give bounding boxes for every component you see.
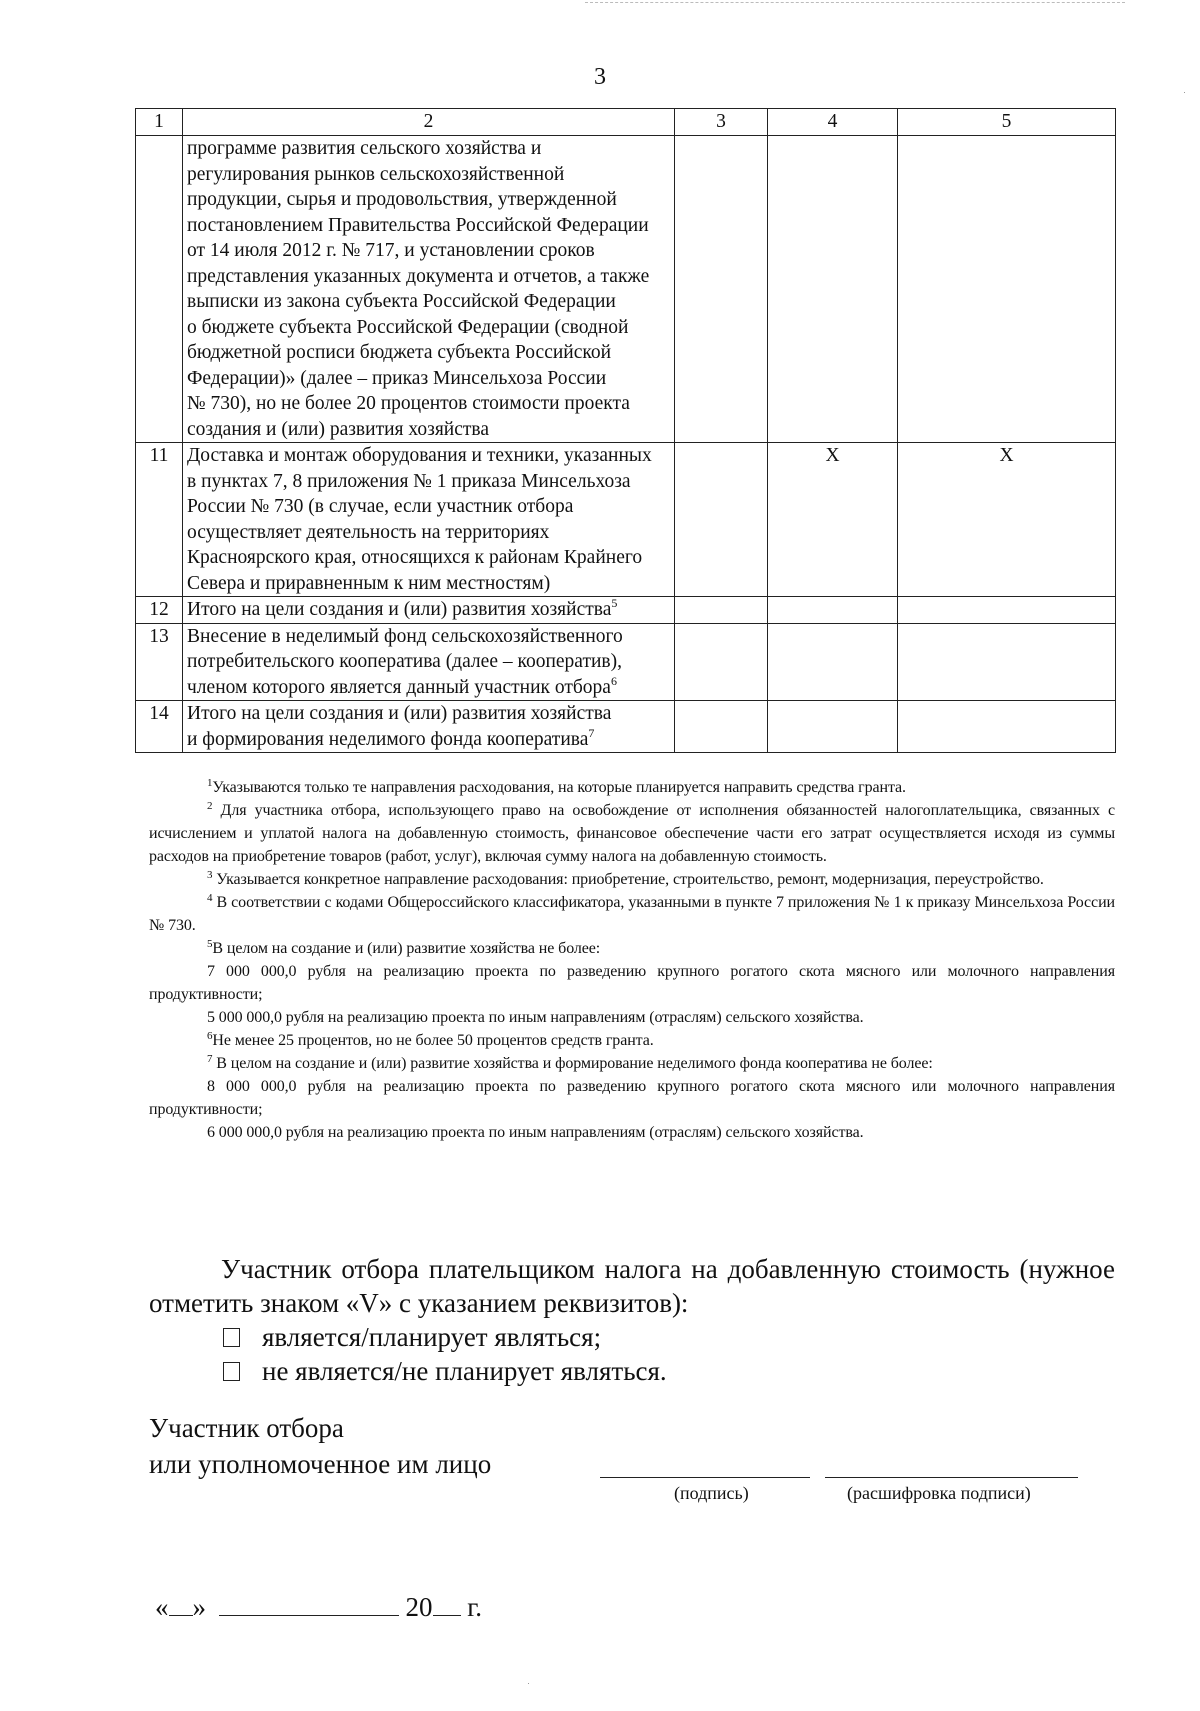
value-cell-col5[interactable]	[898, 136, 1116, 443]
expense-direction-line	[187, 315, 672, 341]
expense-direction-line	[187, 545, 672, 571]
value-cell-col5[interactable]	[898, 701, 1116, 753]
signature-block	[149, 1410, 1115, 1482]
expense-direction-cell	[183, 701, 675, 753]
signature-decode-caption: (расшифровка подписи)	[847, 1483, 1031, 1503]
value-cell-col5[interactable]: Х	[898, 443, 1116, 597]
footnote-text: 5 000 000,0 рубля на реализацию проекта по иным направлениям (отраслям) сельского хозяйства.	[207, 1009, 864, 1026]
header-col-1: 1	[136, 109, 183, 136]
expense-direction-text: Итого на цели создания и (или) развития хозяйства	[187, 599, 612, 620]
expense-direction-line	[187, 469, 672, 495]
footnote-text: Указывается конкретное направление расходования: приобретение, строительство, ремонт, модернизация, переустройство.	[212, 871, 1044, 888]
vat-option-is-payer[interactable]	[223, 1320, 1115, 1354]
footnote	[149, 868, 1115, 891]
vat-option-not-payer-label: не является/не планирует являться.	[262, 1356, 667, 1386]
expense-direction-text: Федерации)» (далее – приказ Минсельхоза России	[187, 367, 607, 389]
table-row	[136, 443, 1116, 597]
expense-direction-text: осуществляет деятельность на территориях	[187, 521, 550, 543]
row-number-cell	[136, 136, 183, 443]
expense-direction-line	[187, 727, 672, 753]
footnote-text: 8 000 000,0 рубля на реализацию проекта по разведению крупного рогатого скота мясного или молочного направления продуктивности;	[149, 1078, 1115, 1118]
footnote-text: В соответствии с кодами Общероссийского классификатора, указанными в пункте 7 приложения № 1 к приказу Минсельхоза России № 730.	[149, 894, 1115, 934]
expense-direction-line	[187, 136, 672, 162]
footnote	[149, 937, 1115, 960]
expense-direction-text: Севера и приравненным к ним местностям)	[187, 572, 551, 594]
expense-direction-text: № 730), но не более 20 процентов стоимости проекта	[187, 393, 630, 414]
date-month-field[interactable]	[219, 1591, 399, 1616]
value-cell-col3[interactable]	[675, 443, 768, 597]
expense-direction-line	[187, 571, 672, 597]
value-cell-col3[interactable]	[675, 597, 768, 624]
date-year-field[interactable]	[433, 1591, 461, 1616]
footnote-marker: 3	[207, 869, 213, 881]
value-cell-col4[interactable]: Х	[768, 443, 898, 597]
expense-direction-line	[187, 597, 672, 623]
header-col-4: 4	[768, 109, 898, 136]
footnote-reference: 5	[611, 596, 618, 610]
value-cell-col3[interactable]	[675, 136, 768, 443]
top-edge-rule	[585, 2, 1125, 3]
expense-direction-text: в пунктах 7, 8 приложения № 1 приказа Минсельхоза	[187, 470, 631, 492]
expense-direction-text: Доставка и монтаж оборудования и техники, указанных	[187, 445, 652, 466]
footnote-text: Не менее 25 процентов, но не более 50 процентов средств гранта.	[212, 1032, 654, 1049]
expense-direction-line	[187, 675, 672, 701]
signature-caption: (подпись)	[674, 1483, 749, 1503]
header-col-5: 5	[898, 109, 1116, 136]
row-number-cell: 14	[136, 701, 183, 753]
table-body	[136, 136, 1116, 753]
expense-direction-text: продукции, сырья и продовольствия, утвержденной	[187, 189, 617, 210]
vat-status-block	[149, 1252, 1115, 1388]
expense-direction-line	[187, 366, 672, 392]
date-open-quote: «	[155, 1592, 169, 1622]
table-row	[136, 597, 1116, 624]
value-cell-col3[interactable]	[675, 623, 768, 701]
footnote-marker: 2	[207, 800, 213, 812]
date-year-suffix: г.	[460, 1592, 483, 1622]
vat-option-is-payer-label: является/планирует являться;	[262, 1322, 602, 1352]
page-number: 3	[594, 64, 606, 90]
value-cell-col5[interactable]	[898, 623, 1116, 701]
expense-direction-line	[187, 187, 672, 213]
expense-direction-text: создания и (или) развития хозяйства	[187, 418, 490, 440]
expense-direction-text: России № 730 (в случае, если участник отбора	[187, 496, 574, 517]
table-header-row	[136, 109, 1116, 136]
expense-direction-cell	[183, 597, 675, 624]
expense-direction-text: представления указанных документа и отчетов, а также	[187, 265, 650, 287]
value-cell-col4[interactable]	[768, 136, 898, 443]
footnote	[149, 1075, 1115, 1121]
date-day-field[interactable]	[169, 1591, 193, 1616]
expense-direction-text: постановлением Правительства Российской Федерации	[187, 214, 649, 236]
expense-direction-line	[187, 162, 672, 188]
checkbox-is-payer[interactable]	[223, 1328, 240, 1347]
expense-direction-cell	[183, 136, 675, 443]
expense-direction-text: и формирования неделимого фонда кооператива	[187, 728, 589, 750]
footnote-marker: 1	[207, 777, 213, 789]
header-col-2: 2	[183, 109, 675, 136]
footnote-text: Указываются только те направления расходования, на которые планируется направить средства гранта.	[212, 779, 906, 796]
expense-direction-line	[187, 520, 672, 546]
expense-direction-line	[187, 289, 672, 315]
expense-direction-line	[187, 340, 672, 366]
expense-direction-text: программе развития сельского хозяйства и	[187, 138, 542, 159]
footnote-reference: 7	[588, 725, 595, 740]
footnote	[149, 1121, 1115, 1144]
table-row	[136, 136, 1116, 443]
expense-direction-text: выписки из закона субъекта Российской Федерации	[187, 291, 616, 312]
expense-direction-line	[187, 417, 672, 443]
expense-direction-line	[187, 391, 672, 417]
checkbox-not-payer[interactable]	[223, 1362, 240, 1381]
footnote	[149, 799, 1115, 868]
signature-field[interactable]	[600, 1477, 810, 1478]
expense-direction-text: от 14 июля 2012 г. № 717, и установлении сроков	[187, 240, 595, 261]
cost-table	[135, 108, 1116, 753]
expense-direction-text: о бюджете субъекта Российской Федерации (сводной	[187, 316, 629, 338]
footnote-marker: 4	[207, 892, 213, 904]
value-cell-col5[interactable]	[898, 597, 1116, 624]
expense-direction-line	[187, 624, 672, 650]
footnotes	[149, 776, 1115, 1144]
expense-direction-line	[187, 213, 672, 239]
signature-decode-field[interactable]	[825, 1477, 1078, 1478]
expense-direction-text: Внесение в неделимый фонд сельскохозяйственного	[187, 625, 623, 647]
date-line	[155, 1590, 482, 1624]
row-number-cell: 12	[136, 597, 183, 624]
footnote	[149, 960, 1115, 1006]
expense-direction-line	[187, 238, 672, 264]
row-number-cell: 13	[136, 623, 183, 701]
footnote	[149, 891, 1115, 937]
footnote	[149, 776, 1115, 799]
footnote-text: Для участника отбора, использующего право на освобождение от исполнения обязанностей налогоплательщика, связанных с исчислением и уплатой налога на добавленную стоимость, финансовое обеспечение части его затрат осуществляется исходя из суммы расходов на приобретение товаров (работ, услуг), включая сумму налога на добавленную стоимость.	[149, 802, 1115, 865]
footnote	[149, 1006, 1115, 1029]
footnote-text: 6 000 000,0 рубля на реализацию проекта по иным направлениям (отраслям) сельского хозяйства.	[207, 1124, 864, 1141]
scan-speck	[1184, 92, 1185, 93]
value-cell-col4[interactable]	[768, 623, 898, 701]
footnote-text: 7 000 000,0 рубля на реализацию проекта по разведению крупного рогатого скота мясного или молочного направления продуктивности;	[149, 963, 1115, 1003]
footnote-text: В целом на создание и (или) развитие хозяйства и формирование неделимого фонда кооператива не более:	[212, 1055, 933, 1072]
expense-direction-cell	[183, 443, 675, 597]
footnote	[149, 1052, 1115, 1075]
signatory-line-2: или уполномоченное им лицо	[149, 1449, 492, 1479]
expense-direction-text: членом которого является данный участник отбора	[187, 676, 611, 698]
expense-direction-cell	[183, 623, 675, 701]
footnote-text: В целом на создание и (или) развитие хозяйства не более:	[212, 940, 601, 957]
expense-direction-text: бюджетной росписи бюджета субъекта Российской	[187, 342, 612, 363]
expense-direction-line	[187, 443, 672, 469]
expense-direction-text: потребительского кооператива (далее – кооператив),	[187, 651, 622, 672]
expense-direction-line	[187, 649, 672, 675]
footnote-marker: 6	[207, 1030, 213, 1042]
table-row	[136, 623, 1116, 701]
expense-direction-text: Красноярского края, относящихся к районам Крайнего	[187, 547, 643, 568]
expense-direction-line	[187, 494, 672, 520]
date-close-quote: »	[192, 1592, 206, 1622]
footnote	[149, 1029, 1115, 1052]
value-cell-col3[interactable]	[675, 701, 768, 753]
scan-speck	[528, 1683, 529, 1684]
vat-option-not-payer[interactable]	[223, 1354, 1115, 1388]
footnote-marker: 5	[207, 938, 213, 950]
table-row	[136, 701, 1116, 753]
signatory-line-1: Участник отбора	[149, 1413, 344, 1443]
value-cell-col4[interactable]	[768, 701, 898, 753]
date-year-prefix: 20	[405, 1592, 433, 1622]
header-col-3: 3	[675, 109, 768, 136]
footnote-reference: 6	[610, 673, 617, 688]
vat-lead-text: Участник отбора плательщиком налога на добавленную стоимость (нужное отметить знаком «V» с указанием реквизитов):	[149, 1254, 1115, 1318]
expense-direction-line	[187, 701, 672, 727]
footnote-marker: 7	[207, 1053, 213, 1065]
value-cell-col4[interactable]	[768, 597, 898, 624]
expense-direction-text: Итого на цели создания и (или) развития хозяйства	[187, 703, 612, 724]
row-number-cell: 11	[136, 443, 183, 597]
expense-direction-line	[187, 264, 672, 290]
expense-direction-text: регулирования рынков сельскохозяйственной	[187, 163, 565, 185]
